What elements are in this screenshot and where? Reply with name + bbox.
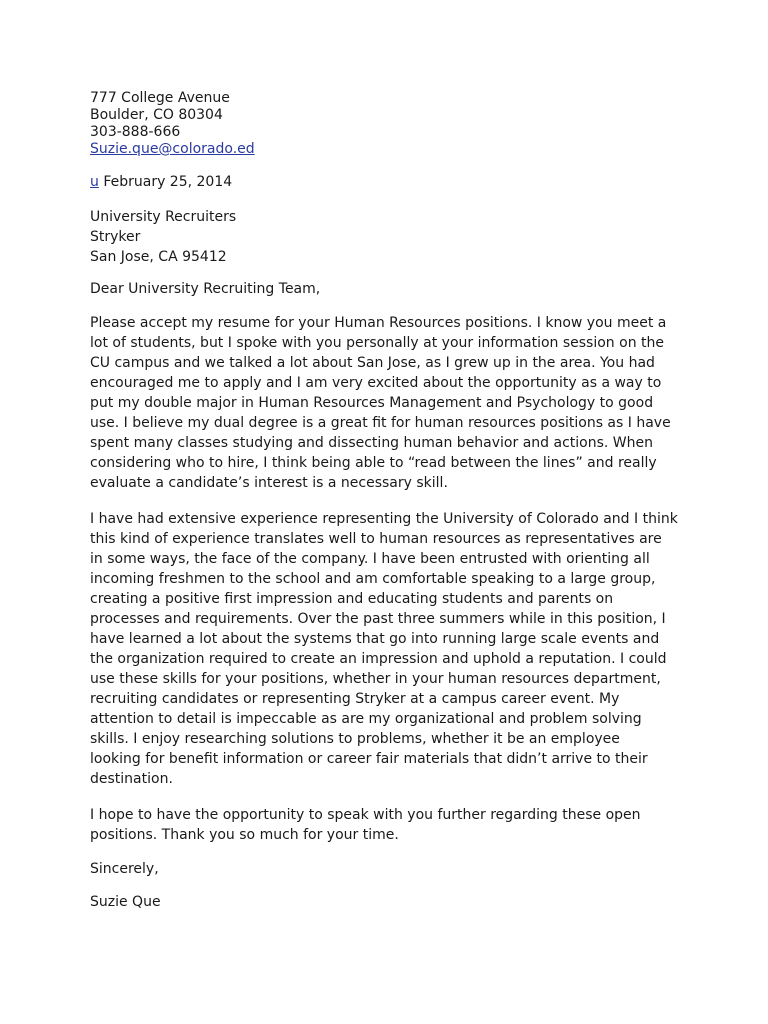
paragraph-line: Please accept my resume for your Human Resources positions. I know you meet a xyxy=(90,315,667,331)
paragraph-line: CU campus and we talked a lot about San Jose, as I grew up in the area. You had xyxy=(90,355,655,371)
paragraph-line: use. I believe my dual degree is a great fit for human resources positions as I have xyxy=(90,415,671,431)
recipient-line-2: Stryker xyxy=(90,229,141,245)
recipient-address xyxy=(90,207,690,267)
paragraph-line: looking for benefit information or career fair materials that didn’t arrive to their xyxy=(90,751,648,767)
letter-page xyxy=(90,90,690,911)
paragraph-line: encouraged me to apply and I am very excited about the opportunity as a way to xyxy=(90,375,662,391)
paragraph-line: evaluate a candidate’s interest is a necessary skill. xyxy=(90,475,448,491)
recipient-line-3: San Jose, CA 95412 xyxy=(90,249,227,265)
sender-street: 777 College Avenue xyxy=(90,90,230,106)
paragraph-line: considering who to hire, I think being able to “read between the lines” and really xyxy=(90,455,657,471)
paragraph-line: put my double major in Human Resources Management and Psychology to good xyxy=(90,395,654,411)
body-paragraph-2 xyxy=(90,509,690,789)
date-field-link[interactable]: u xyxy=(90,174,99,190)
paragraph-line: attention to detail is impeccable as are my organizational and problem solving xyxy=(90,711,642,727)
sender-phone: 303-888-666 xyxy=(90,124,181,140)
paragraph-line: have learned a lot about the systems that go into running large scale events and xyxy=(90,631,660,647)
paragraph-line: in some ways, the face of the company. I have been entrusted with orienting all xyxy=(90,551,650,567)
sender-city: Boulder, CO 80304 xyxy=(90,107,223,123)
salutation: Dear University Recruiting Team, xyxy=(90,281,321,297)
paragraph-line: I have had extensive experience representing the University of Colorado and I think xyxy=(90,511,678,527)
paragraph-line: processes and requirements. Over the past three summers while in this position, I xyxy=(90,611,666,627)
paragraph-line: this kind of experience translates well to human resources as representatives are xyxy=(90,531,662,547)
sender-address xyxy=(90,90,690,158)
date-text: February 25, 2014 xyxy=(98,174,233,190)
letter-date xyxy=(90,174,690,191)
letter-body xyxy=(90,313,690,845)
paragraph-line: creating a positive first impression and educating students and parents on xyxy=(90,591,614,607)
sender-email-link[interactable]: Suzie.que@colorado.ed xyxy=(90,141,255,157)
paragraph-line: skills. I enjoy researching solutions to problems, whether it be an employee xyxy=(90,731,620,747)
body-paragraph-3 xyxy=(90,805,690,845)
body-paragraph-1 xyxy=(90,313,690,493)
paragraph-line: use these skills for your positions, whether in your human resources department, xyxy=(90,671,661,687)
paragraph-line: incoming freshmen to the school and am comfortable speaking to a large group, xyxy=(90,571,656,587)
recipient-line-1: University Recruiters xyxy=(90,209,237,225)
paragraph-line: recruiting candidates or representing Stryker at a campus career event. My xyxy=(90,691,620,707)
paragraph-line: destination. xyxy=(90,771,173,787)
closing: Sincerely, xyxy=(90,861,159,877)
paragraph-line: spent many classes studying and dissecting human behavior and actions. When xyxy=(90,435,653,451)
paragraph-line: the organization required to create an impression and uphold a reputation. I could xyxy=(90,651,667,667)
paragraph-line: I hope to have the opportunity to speak with you further regarding these open xyxy=(90,807,641,823)
paragraph-line: positions. Thank you so much for your time. xyxy=(90,827,399,843)
signature: Suzie Que xyxy=(90,894,161,910)
paragraph-line: lot of students, but I spoke with you personally at your information session on the xyxy=(90,335,664,351)
